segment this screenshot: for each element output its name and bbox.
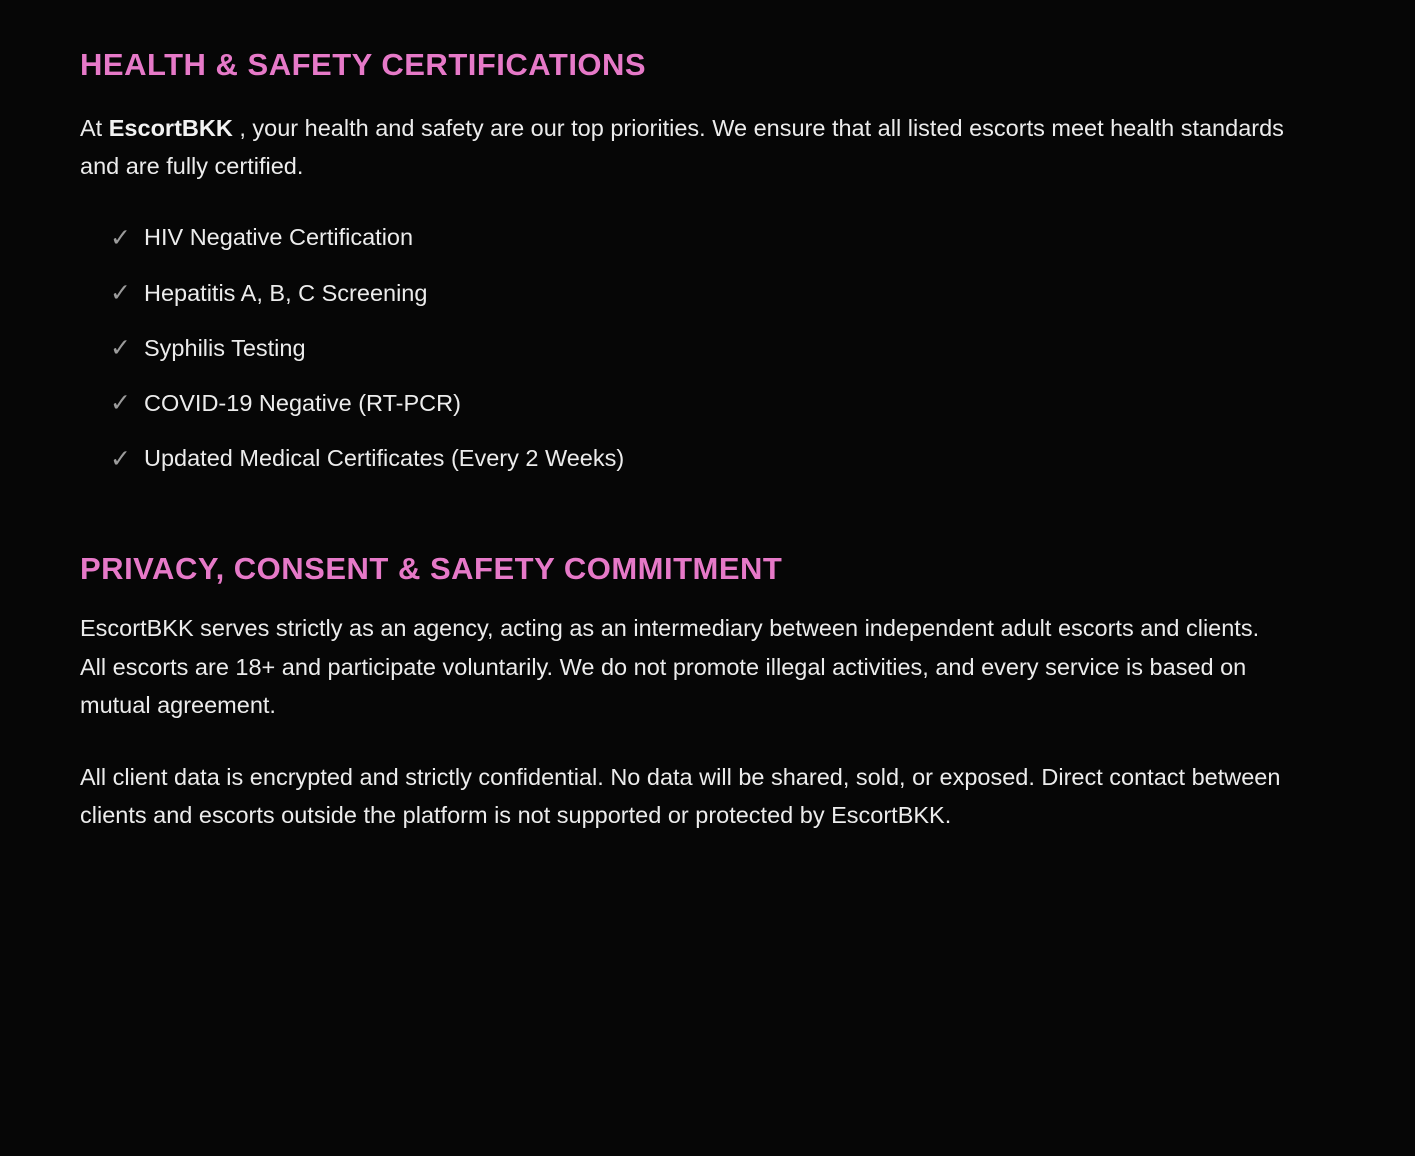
certification-list <box>80 223 1335 472</box>
list-item <box>110 334 1335 362</box>
check-icon: ✓ <box>110 279 131 308</box>
check-icon: ✓ <box>110 389 131 418</box>
list-item-label: HIV Negative Certification <box>144 224 414 251</box>
privacy-paragraph-1: EscortBKK serves strictly as an agency, acting as an intermediary between independent adult escorts and clients. All escorts are 18+ and participate voluntarily. We do not promote illegal activities, and every service is based on mutual agreement. <box>80 615 1260 718</box>
privacy-consent-heading: PRIVACY, CONSENT & SAFETY COMMITMENT <box>80 551 783 587</box>
check-icon: ✓ <box>110 223 131 252</box>
list-item <box>110 444 1335 472</box>
list-item <box>110 223 1335 251</box>
check-icon: ✓ <box>110 444 131 473</box>
brand-name: EscortBKK <box>108 115 233 142</box>
list-item-label: Syphilis Testing <box>144 334 306 361</box>
list-item-label: Updated Medical Certificates (Every 2 Weeks) <box>144 445 625 472</box>
health-safety-heading: HEALTH & SAFETY CERTIFICATIONS <box>80 47 647 82</box>
intro-lead-text: At <box>80 115 103 142</box>
check-icon: ✓ <box>110 334 131 363</box>
list-item <box>110 389 1335 417</box>
list-item-label: COVID-19 Negative (RT-PCR) <box>144 389 461 416</box>
list-item <box>110 279 1335 307</box>
list-item-label: Hepatitis A, B, C Screening <box>144 279 428 306</box>
privacy-paragraph-2: All client data is encrypted and strictly confidential. No data will be shared, sold, or exposed. Direct contact between clients and escorts outside the platform is not supported or protected by EscortBKK. <box>80 763 1281 828</box>
health-safety-section <box>80 46 1335 472</box>
intro-rest-text: , your health and safety are our top priorities. We ensure that all listed escorts meet health standards and are fully certified. <box>80 115 1284 180</box>
health-safety-intro <box>80 109 1285 185</box>
privacy-consent-section <box>80 550 1335 834</box>
